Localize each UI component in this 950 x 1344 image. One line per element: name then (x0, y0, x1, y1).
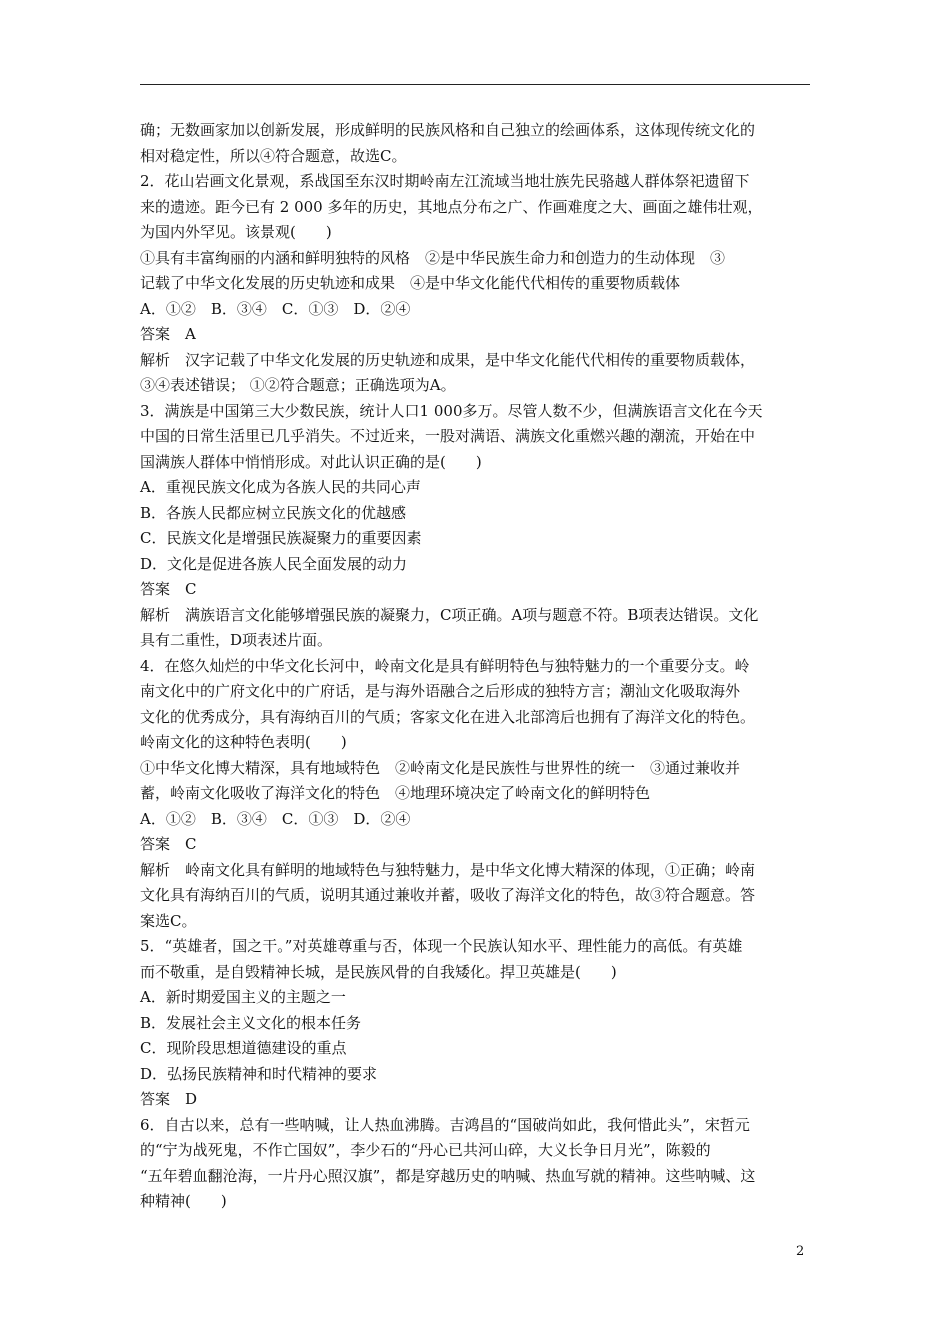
answer-line: 答案 D (140, 1090, 198, 1108)
option-c: C．民族文化是增强民族凝聚力的重要因素 (140, 529, 422, 547)
text-line: “五年碧血翻沧海，一片丹心照汉旗”，都是穿越历史的呐喊、热血写就的精神。这些呐喊、这 (140, 1166, 756, 1185)
explanation-line: ③④表述错误； ①②符合题意；正确选项为A。 (140, 376, 456, 394)
text-line: 中国的日常生活里已几乎消失。不过近来，一股对满语、满族文化重燃兴趣的潮流，开始在中 (140, 427, 756, 445)
text-line: 岭南文化的这种特色表明( ) (140, 733, 347, 751)
text-line: 而不敬重，是自毁精神长城，是民族风骨的自我矮化。捍卫英雄是( ) (140, 962, 617, 981)
option-b: B．发展社会主义文化的根本任务 (140, 1013, 362, 1032)
text-line: 相对稳定性，所以④符合题意，故选C。 (140, 146, 407, 165)
explanation-line: 解析 满族语言文化能够增强民族的凝聚力，C项正确。A项与题意不符。B项表达错误。文化 (140, 605, 759, 624)
question-5-stem: 5．“英雄者，国之干。”对英雄尊重与否，体现一个民族认知水平、理性能力的高低。有英雄 (140, 937, 743, 955)
text-line: 的“宁为战死鬼，不作亡国奴”，李少石的“丹心已共河山碎，大义长争日月光”，陈毅的 (140, 1141, 711, 1159)
text-line: 确；无数画家加以创新发展，形成鲜明的民族风格和自己独立的绘画体系，这体现传统文化的 (140, 121, 756, 139)
text-line: 种精神( ) (140, 1192, 227, 1210)
text-line: 来的遗迹。距今已有 2 000 多年的历史，其地点分布之广、作画难度之大、画面之雄伟壮观， (140, 197, 763, 216)
explanation-line: 具有二重性，D项表述片面。 (140, 631, 333, 649)
answer-line: 答案 A (140, 325, 196, 343)
statement-line: ①具有丰富绚丽的内涵和鲜明独特的风格 ②是中华民族生命力和创造力的生动体现 ③ (140, 248, 726, 267)
option-d: D．文化是促进各族人民全面发展的动力 (140, 554, 408, 573)
question-2-stem: 2．花山岩画文化景观，系战国至东汉时期岭南左江流域当地壮族先民骆越人群体祭祀遗留下 (140, 172, 750, 190)
statement-line: ①中华文化博大精深，具有地域特色 ②岭南文化是民族性与世界性的统一 ③通过兼收并 (140, 758, 741, 777)
text-line: 国满族人群体中悄悄形成。对此认识正确的是( ) (140, 452, 482, 471)
option-a: A．新时期爱国主义的主题之一 (140, 988, 346, 1006)
explanation-line: 文化具有海纳百川的气质，说明其通过兼收并蓄，吸收了海洋文化的特色，故③符合题意。答 (140, 886, 756, 904)
explanation-line: 案选C。 (140, 911, 197, 930)
text-line: 南文化中的广府文化中的广府话，是与海外语融合之后形成的独特方言；潮汕文化吸取海外 (140, 682, 741, 700)
question-6-stem: 6．自古以来，总有一些呐喊，让人热血沸腾。吉鸿昌的“国破尚如此，我何惜此头”，宋哲元 (140, 1115, 750, 1134)
question-4-stem: 4．在悠久灿烂的中华文化长河中，岭南文化是具有鲜明特色与独特魅力的一个重要分支。岭 (140, 656, 750, 675)
explanation-line: 解析 汉字记载了中华文化发展的历史轨迹和成果，是中华文化能代代相传的重要物质载体， (140, 350, 756, 369)
statement-line: 蓄，岭南文化吸收了海洋文化的特色 ④地理环境决定了岭南文化的鲜明特色 (140, 784, 651, 802)
option-c: C．现阶段思想道德建设的重点 (140, 1039, 347, 1057)
answer-options: A．①② B．③④ C．①③ D．②④ (140, 299, 411, 318)
option-b: B．各族人民都应树立民族文化的优越感 (140, 503, 407, 522)
explanation-line: 解析 岭南文化具有鲜明的地域特色与独特魅力，是中华文化博大精深的体现，①正确；岭南 (140, 860, 756, 879)
header-rule (140, 84, 810, 85)
answer-line: 答案 C (140, 580, 197, 598)
option-d: D．弘扬民族精神和时代精神的要求 (140, 1064, 378, 1083)
document-body (140, 118, 820, 1215)
question-3-stem: 3．满族是中国第三大少数民族，统计人口1 000多万。尽管人数不少，但满族语言文化在今天 (140, 401, 763, 420)
page-number: 2 (796, 1244, 805, 1259)
statement-line: 记载了中华文化发展的历史轨迹和成果 ④是中华文化能代代相传的重要物质载体 (140, 274, 681, 292)
answer-options: A．①② B．③④ C．①③ D．②④ (140, 809, 411, 828)
answer-line: 答案 C (140, 835, 197, 853)
option-a: A．重视民族文化成为各族人民的共同心声 (140, 478, 421, 496)
text-line: 文化的优秀成分，具有海纳百川的气质；客家文化在进入北部湾后也拥有了海洋文化的特色。 (140, 707, 756, 726)
text-line: 为国内外罕见。该景观( ) (140, 223, 332, 241)
